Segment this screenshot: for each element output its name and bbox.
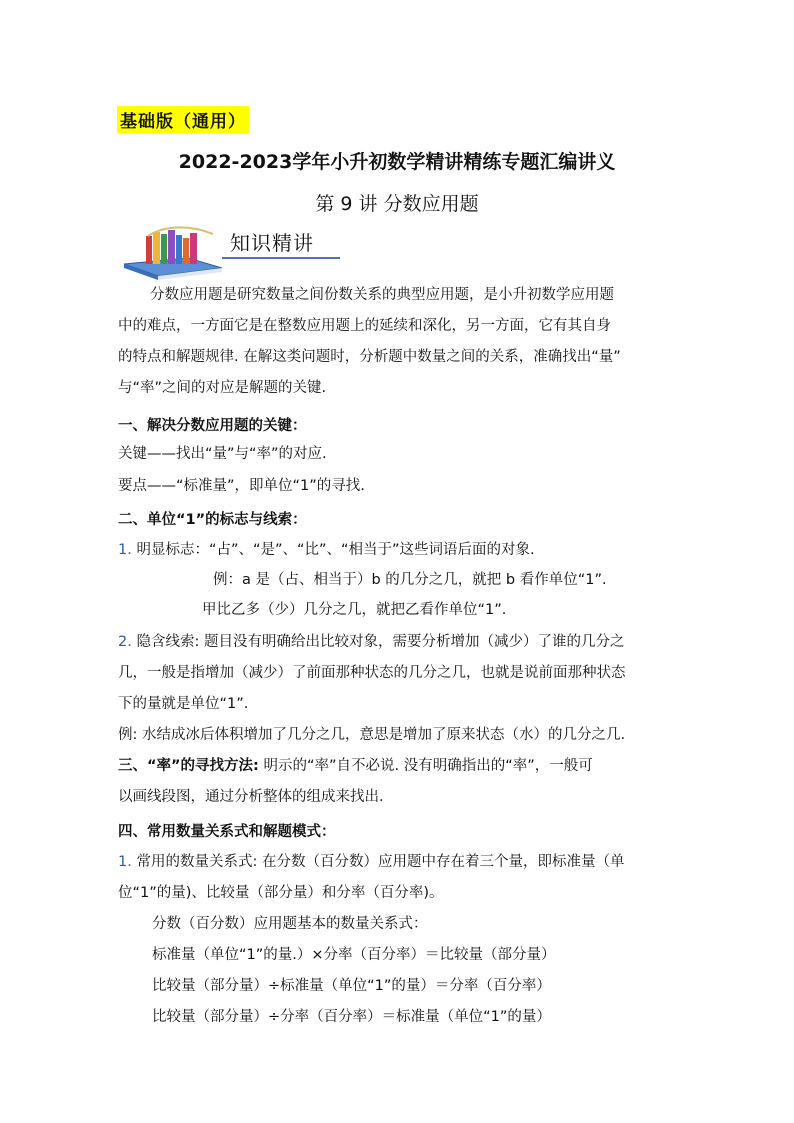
banner-underline xyxy=(222,257,340,259)
intro-line-3: 的特点和解题规律. 在解这类问题时，分析题中数量之间的关系，准确找出“量” xyxy=(118,349,621,365)
section-2-item-1 xyxy=(118,540,535,560)
section-3-line-1 xyxy=(118,756,593,776)
edition-badge: 基础版（通用） xyxy=(117,106,249,133)
document-title: 2022-2023学年小升初数学精讲精练专题汇编讲义 xyxy=(178,151,616,173)
books-illustration xyxy=(118,222,228,280)
intro-line-2: 中的难点，一方面它是在整数应用题上的延续和深化，另一方面，它有其自身 xyxy=(118,318,611,334)
formula-3: 比较量（部分量）÷分率（百分率）＝标准量（单位“1”的量） xyxy=(152,1009,551,1025)
section-4-item-1-line-2: 位“1”的量)、比较量（部分量）和分率（百分率)。 xyxy=(118,885,444,901)
section-2-example-1: 例：a 是（占、相当于）b 的几分之几，就把 b 看作单位“1”. xyxy=(213,572,607,588)
section-2-item-2-line-3: 下的量就是单位“1”. xyxy=(118,696,249,712)
section-banner: 知识精讲 xyxy=(230,231,314,255)
section-2-item-2 xyxy=(118,632,624,652)
section-3-line-2: 以画线段图，通过分析整体的组成来找出. xyxy=(118,789,384,805)
formula-1: 标准量（单位“1”的量.）×分率（百分率）＝比较量（部分量） xyxy=(152,947,556,963)
item-text: 明显标志：“占”、“是”、“比”、“相当于”这些词语后面的对象. xyxy=(136,542,535,558)
item-number: 2. xyxy=(118,634,132,650)
intro-line-4: 与“率”之间的对应是解题的关键. xyxy=(118,380,327,396)
formula-2: 比较量（部分量）÷标准量（单位“1”的量）＝分率（百分率） xyxy=(152,978,551,994)
item-number: 1. xyxy=(118,542,132,558)
intro-line-1: 分数应用题是研究数量之间份数关系的典型应用题，是小升初数学应用题 xyxy=(150,287,614,303)
section-1-line-1: 关键——找出“量”与“率”的对应. xyxy=(118,446,327,462)
lecture-title: 第 9 讲 分数应用题 xyxy=(315,193,479,215)
section-3-text: 明示的“率”自不必说. 没有明确指出的“率”，一般可 xyxy=(258,758,593,774)
formula-intro: 分数（百分数）应用题基本的数量关系式： xyxy=(152,916,428,932)
item-text: 常用的数量关系式: 在分数（百分数）应用题中存在着三个量，即标准量（单 xyxy=(136,854,625,870)
section-2-heading: 二、单位“1”的标志与线索： xyxy=(118,512,307,528)
section-1-heading: 一、解决分数应用题的关键： xyxy=(118,418,307,434)
section-3-heading: 三、“率”的寻找方法: xyxy=(118,758,259,774)
item-text: 隐含线索: 题目没有明确给出比较对象，需要分析增加（减少）了谁的几分之 xyxy=(136,634,625,650)
section-4-heading: 四、常用数量关系式和解题模式： xyxy=(118,824,336,840)
section-1-line-2: 要点——“标准量”，即单位“1”的寻找. xyxy=(118,478,365,494)
section-2-example-3: 例: 水结成冰后体积增加了几分之几，意思是增加了原来状态（水）的几分之几. xyxy=(118,727,626,743)
section-2-example-2: 甲比乙多（少）几分之几，就把乙看作单位“1”. xyxy=(202,602,507,618)
section-2-item-2-line-2: 几，一般是指增加（减少）了前面那种状态的几分之几，也就是说前面那种状态 xyxy=(118,665,626,681)
section-4-item-1 xyxy=(118,852,624,872)
item-number: 1. xyxy=(118,854,132,870)
